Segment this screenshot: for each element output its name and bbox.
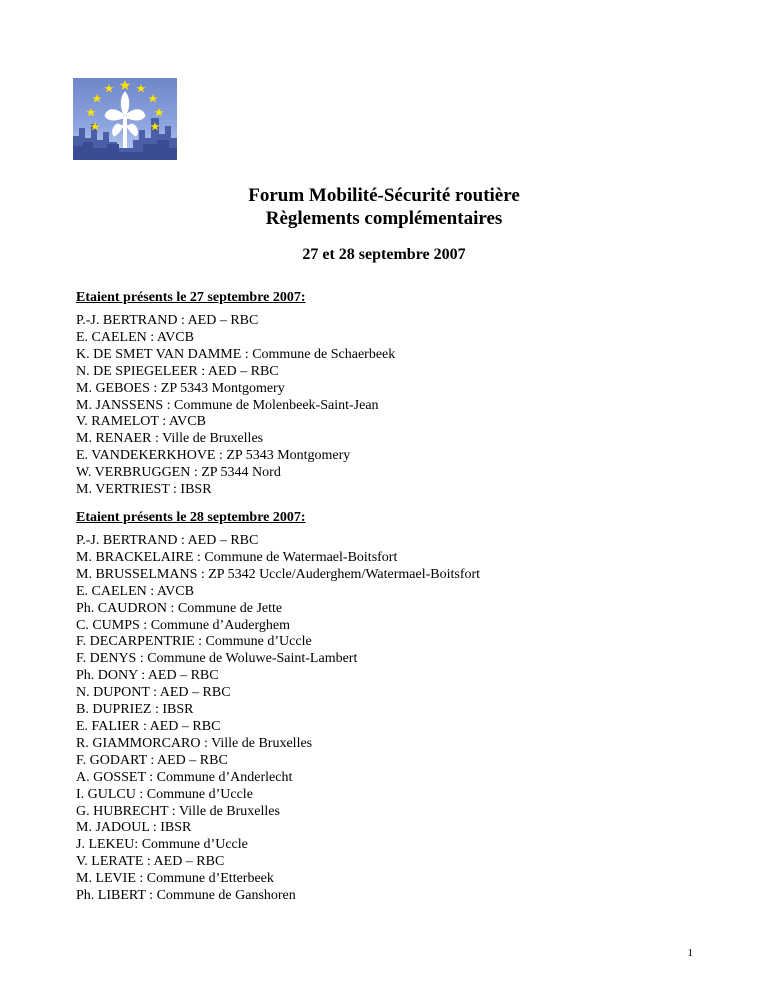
list-item: M. LEVIE : Commune d’Etterbeek	[76, 871, 274, 887]
list-item: M. BRACKELAIRE : Commune de Watermael-Boitsfort	[76, 549, 398, 565]
list-item: I. GULCU : Commune d’Uccle	[76, 786, 253, 802]
list-item: F. DECARPENTRIE : Commune d’Uccle	[76, 634, 312, 650]
list-item: Ph. LIBERT : Commune de Ganshoren	[76, 888, 296, 904]
list-item: E. CAELEN : AVCB	[76, 583, 194, 599]
list-item: Ph. CAUDRON : Commune de Jette	[76, 600, 283, 616]
list-item: W. VERBRUGGEN : ZP 5344 Nord	[76, 465, 281, 481]
iris-stars-logo-icon	[73, 78, 177, 160]
section-heading-day1: Etaient présents le 27 septembre 2007:	[76, 290, 306, 305]
attendee-list-day1	[76, 313, 395, 499]
list-item: N. DE SPIEGELEER : AED – RBC	[76, 363, 279, 379]
list-item: M. JADOUL : IBSR	[76, 820, 192, 836]
list-item: R. GIAMMORCARO : Ville de Bruxelles	[76, 735, 313, 751]
list-item: E. FALIER : AED – RBC	[76, 718, 221, 734]
list-item: A. GOSSET : Commune d’Anderlecht	[76, 769, 293, 785]
page-number: 1	[687, 947, 693, 959]
document-title	[0, 184, 768, 230]
list-item: J. LEKEU: Commune d’Uccle	[76, 837, 248, 853]
list-item: Ph. DONY : AED – RBC	[76, 668, 219, 684]
list-item: M. BRUSSELMANS : ZP 5342 Uccle/Auderghem/Watermael-Boitsfort	[76, 566, 481, 582]
list-item: V. LERATE : AED – RBC	[76, 854, 225, 870]
section-heading-day2: Etaient présents le 28 septembre 2007:	[76, 510, 306, 525]
list-item: F. GODART : AED – RBC	[76, 752, 228, 768]
list-item: M. VERTRIEST : IBSR	[76, 482, 212, 498]
meeting-dates: 27 et 28 septembre 2007	[302, 246, 466, 263]
list-item: F. DENYS : Commune de Woluwe-Saint-Lambert	[76, 651, 358, 667]
title-line-1: Forum Mobilité-Sécurité routière	[248, 185, 520, 206]
list-item: P.-J. BERTRAND : AED – RBC	[76, 313, 259, 328]
list-item: N. DUPONT : AED – RBC	[76, 685, 231, 701]
list-item: M. RENAER : Ville de Bruxelles	[76, 431, 264, 447]
list-item: P.-J. BERTRAND : AED – RBC	[76, 533, 259, 548]
forum-logo	[73, 78, 177, 160]
list-item: C. CUMPS : Commune d’Auderghem	[76, 617, 291, 633]
list-item: E. VANDEKERKHOVE : ZP 5343 Montgomery	[76, 448, 351, 464]
list-item: M. JANSSENS : Commune de Molenbeek-Saint-Jean	[76, 397, 379, 413]
list-item: K. DE SMET VAN DAMME : Commune de Schaerbeek	[76, 346, 396, 362]
list-item: B. DUPRIEZ : IBSR	[76, 702, 194, 718]
list-item: G. HUBRECHT : Ville de Bruxelles	[76, 803, 280, 819]
title-line-2: Règlements complémentaires	[265, 208, 503, 229]
attendee-list-day2	[76, 533, 480, 905]
list-item: E. CAELEN : AVCB	[76, 329, 194, 345]
list-item: M. GEBOES : ZP 5343 Montgomery	[76, 380, 285, 396]
list-item: V. RAMELOT : AVCB	[76, 414, 206, 430]
